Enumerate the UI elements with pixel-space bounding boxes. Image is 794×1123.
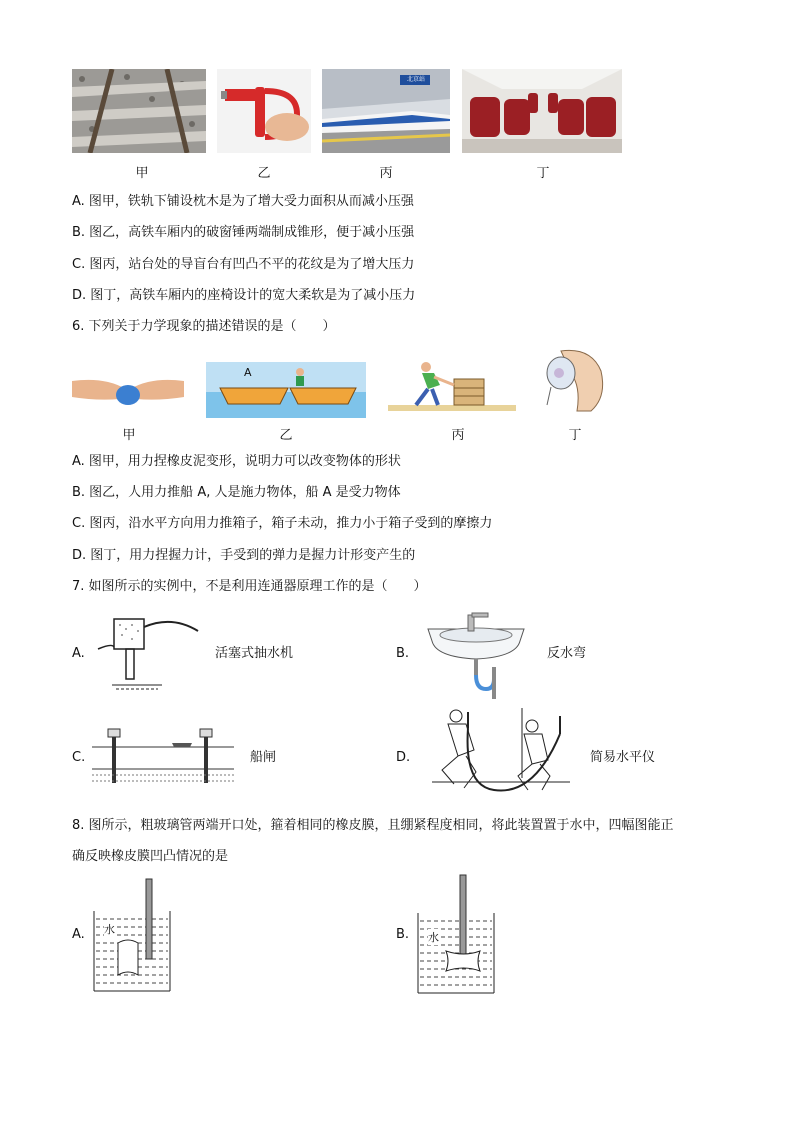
q8-letter-b: B. xyxy=(396,927,410,942)
diagram-piston-pump xyxy=(92,607,204,691)
q7-letter-c: C. xyxy=(72,750,86,765)
q7-label-d: 简易水平仪 xyxy=(590,750,656,765)
illustration-grip-meter xyxy=(541,347,607,413)
q7-label-b: 反水弯 xyxy=(547,646,587,661)
q6-stem: 6. 下列关于力学现象的描述错误的是（ ） xyxy=(72,319,336,334)
q8-letter-a: A. xyxy=(72,927,85,942)
q7-letter-a: A. xyxy=(72,646,85,661)
q8-water-label-a: 水 xyxy=(104,923,115,936)
q7-label-c: 船闸 xyxy=(250,750,277,765)
q8-water-label-b: 水 xyxy=(428,931,439,944)
diagram-tube-in-water-b xyxy=(416,873,496,995)
illustration-boats xyxy=(206,362,366,418)
q6-caption-ding: 丁 xyxy=(568,428,582,443)
q5-option-b: B. 图乙，高铁车厢内的破窗锤两端制成锥形，便于减小压强 xyxy=(72,225,415,240)
diagram-ship-lock xyxy=(92,721,234,785)
q7-letter-b: B. xyxy=(396,646,410,661)
q5-caption-bing: 丙 xyxy=(379,166,393,181)
q6-caption-bing: 丙 xyxy=(451,428,465,443)
q8-stem-line1: 8. 图所示，粗玻璃管两端开口处，箍着相同的橡皮膜，且绷紧程度相同，将此装置置于水中，四幅图能正 xyxy=(72,818,674,833)
q8-stem-line2: 确反映橡皮膜凹凸情况的是 xyxy=(72,849,229,864)
q5-caption-ding: 丁 xyxy=(536,166,550,181)
boat-a-label: A xyxy=(244,366,252,379)
q6-option-a: A. 图甲，用力捏橡皮泥变形，说明力可以改变物体的形状 xyxy=(72,454,401,469)
q5-option-a: A. 图甲，铁轨下铺设枕木是为了增大受力面积从而减小压强 xyxy=(72,194,414,209)
diagram-water-level xyxy=(424,706,574,798)
q6-option-d: D. 图丁，用力捏握力计，手受到的弹力是握力计形变产生的 xyxy=(72,548,416,563)
q6-option-b: B. 图乙，人用力推船 A, 人是施力物体，船 A 是受力物体 xyxy=(72,485,401,500)
q6-caption-jia: 甲 xyxy=(122,428,136,443)
q6-caption-yi: 乙 xyxy=(279,428,293,443)
q5-caption-jia: 甲 xyxy=(135,166,149,181)
photo-emergency-hammer xyxy=(217,69,311,153)
q5-option-c: C. 图丙，站台处的导盲台有凹凸不平的花纹是为了增大压力 xyxy=(72,257,415,272)
photo-high-speed-station xyxy=(322,69,450,153)
illustration-push-box xyxy=(388,355,516,411)
station-sign-text: 北京站 xyxy=(406,76,425,83)
q6-option-c: C. 图丙，沿水平方向用力推箱子，箱子未动，推力小于箱子受到的摩擦力 xyxy=(72,516,493,531)
q7-stem: 7. 如图所示的实例中，不是利用连通器原理工作的是（ ） xyxy=(72,579,427,594)
illustration-hands-clay xyxy=(72,367,184,411)
diagram-sink-trap xyxy=(424,607,528,699)
q7-letter-d: D. xyxy=(396,750,411,765)
diagram-tube-in-water-a xyxy=(92,877,172,993)
q5-option-d: D. 图丁，高铁车厢内的座椅设计的宽大柔软是为了减小压力 xyxy=(72,288,416,303)
q5-caption-yi: 乙 xyxy=(257,166,271,181)
q7-label-a: 活塞式抽水机 xyxy=(215,646,294,661)
photo-train-seats xyxy=(462,69,622,153)
photo-railway-track xyxy=(72,69,206,153)
